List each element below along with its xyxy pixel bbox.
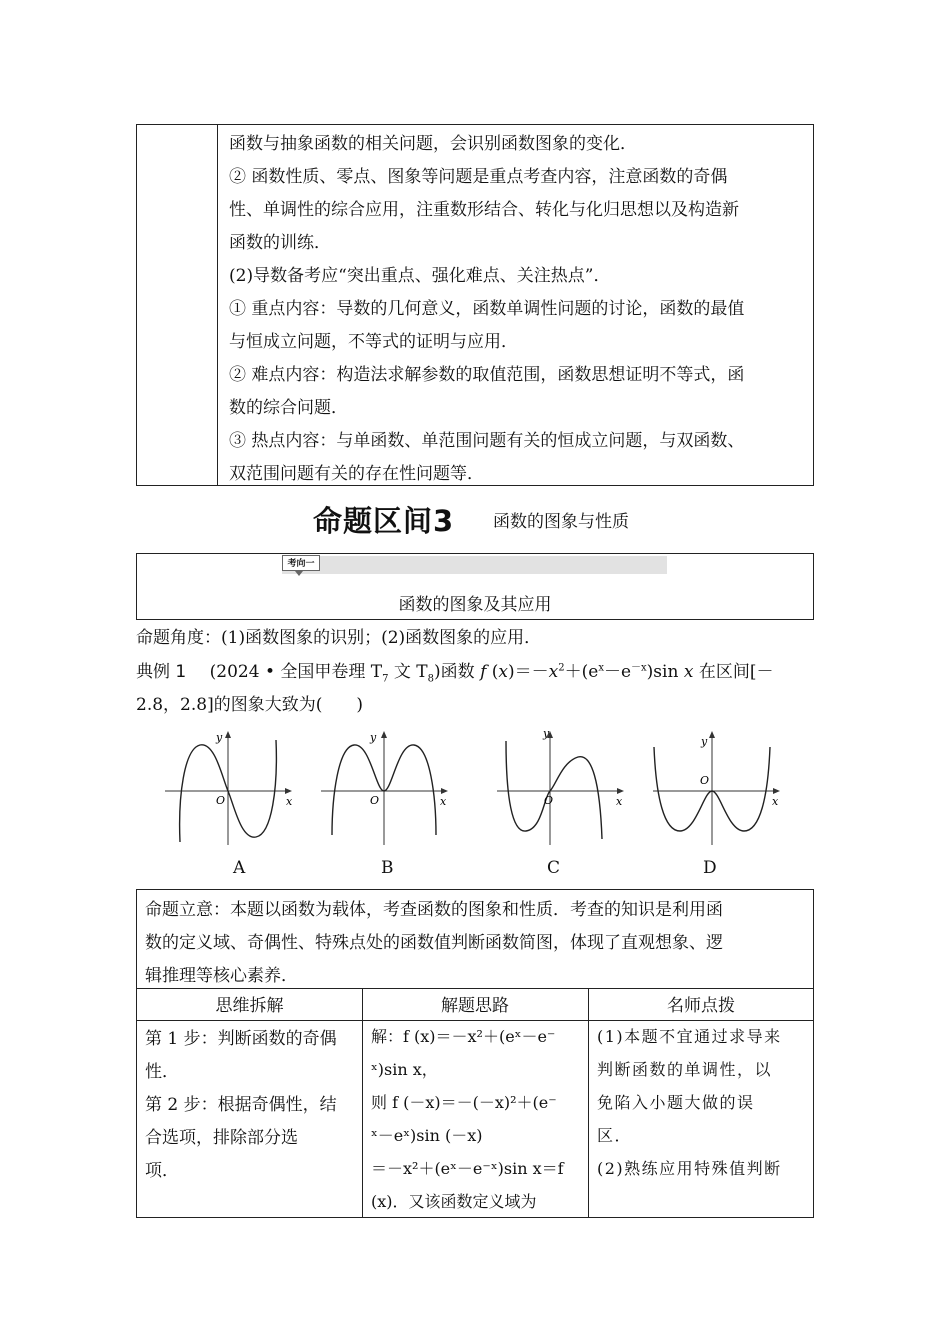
example-source-sub1: 7 (382, 673, 389, 685)
example-sq: 2 (558, 662, 565, 674)
y-arrow-icon (709, 731, 715, 738)
caret-down-icon (295, 571, 303, 576)
x-arrow-icon (617, 788, 624, 794)
col2-line: ˣ－eˣ)sin (－x) (371, 1126, 483, 1145)
col1-line: 项． (145, 1161, 179, 1181)
col2-line: 则 f (－x)＝－(－x)²＋(e⁻ (371, 1093, 557, 1112)
example-source-post: )函数 (434, 662, 481, 682)
table-left-column-divider (217, 125, 218, 485)
example-plus: ＋(e (564, 662, 599, 682)
example-sin-x: x (683, 662, 694, 682)
origin-label: O (216, 794, 226, 807)
example-line-1 (136, 657, 773, 684)
table-line: 函数与抽象函数的相关问题，会识别函数图象的变化． (229, 134, 637, 154)
table-line: (2)导数备考应“突出重点、强化难点、关注热点”． (229, 266, 611, 286)
section-subtitle: 函数的图象与性质 (493, 512, 629, 532)
axis-y-label: y (216, 731, 223, 744)
badge-tag: 考向一 (282, 555, 320, 571)
example-label: 典例 1 (136, 662, 187, 682)
table-line: 性、单调性的综合应用，注重数形结合、转化与化归思想以及构造新 (229, 200, 739, 220)
example-emx: －x (631, 662, 647, 674)
col1-line: 第 2 步：根据奇偶性，结 (145, 1095, 337, 1115)
column-divider (362, 988, 363, 1217)
axis-x-label: x (616, 795, 623, 808)
x-arrow-icon (441, 788, 448, 794)
header-solution: 解题思路 (441, 996, 509, 1016)
section-heading (0, 499, 950, 539)
section-title: 命题区间3 (313, 504, 455, 538)
badge-bar (282, 556, 667, 574)
axis-x-label: x (440, 795, 447, 808)
origin-label: O (700, 774, 710, 787)
intro-line: 数的定义域、奇偶性、特殊点处的函数值判断函数简图，体现了直观想象、逻 (145, 933, 723, 953)
col2-line: 解：f (x)＝－x²＋(eˣ－e⁻ (371, 1027, 556, 1046)
curve (506, 741, 602, 839)
example-x: x (498, 662, 509, 682)
top-table (136, 124, 814, 486)
exam-angle: 命题角度：(1)函数图象的识别；(2)函数图象的应用． (136, 628, 542, 648)
header-thinking: 思维拆解 (215, 996, 284, 1016)
origin-label: O (544, 794, 554, 807)
y-arrow-icon (381, 731, 387, 738)
intro-line: 命题立意：本题以函数为载体，考查函数的图象和性质．考查的知识是利用函 (145, 900, 723, 920)
example-source-sub2: 8 (427, 673, 435, 685)
col3-line: 判断函数的单调性，以 (597, 1060, 773, 1079)
row-divider (137, 1020, 813, 1021)
example-open: ( (486, 662, 499, 682)
axis-y-label: y (370, 731, 377, 744)
topic-title: 函数的图象及其应用 (398, 595, 552, 615)
table-line: ③ 热点内容：与单函数、单范围问题有关的恒成立问题，与双函数、 (229, 431, 745, 451)
origin-label: O (370, 794, 380, 807)
example-x2: x (548, 662, 559, 682)
header-tips: 名师点拨 (667, 996, 735, 1016)
table-line: ② 难点内容：构造法求解参数的取值范围，函数思想证明不等式，函 (229, 365, 745, 385)
axis-y-label: y (701, 735, 708, 748)
analysis-table (136, 889, 814, 1218)
table-line: 与恒成立问题，不等式的证明与应用． (229, 332, 518, 352)
col3-line: (2)熟练应用特殊值判断 (597, 1159, 782, 1178)
table-line: ② 函数性质、零点、图象等问题是重点考查内容，注意函数的奇偶 (229, 167, 728, 187)
col2-line: ˣ)sin x， (371, 1060, 438, 1079)
axis-x-label: x (286, 795, 293, 808)
x-arrow-icon (773, 788, 780, 794)
graph-b (316, 727, 456, 847)
example-tail: 在区间[－ (693, 662, 774, 682)
graph-label-d: D (703, 858, 717, 878)
col2-line: (x)．又该函数定义域为 (371, 1192, 537, 1211)
col3-line: (1)本题不宜通过求导来 (597, 1027, 782, 1046)
example-sin: )sin (646, 662, 684, 682)
col3-line: 区． (597, 1126, 633, 1145)
col1-line: 第 1 步：判断函数的奇偶 (145, 1029, 337, 1049)
graph-c (492, 727, 632, 847)
col1-line: 合选项，排除部分选 (145, 1128, 298, 1148)
example-f: f (480, 662, 487, 682)
example-source-mid: 文 T (388, 662, 428, 682)
axis-x-label: x (772, 795, 779, 808)
graph-label-a: A (233, 858, 246, 878)
table-line: 数的综合问题． (229, 398, 348, 418)
column-divider (588, 988, 589, 1217)
example-minus: －e (603, 662, 632, 682)
row-divider (137, 988, 813, 989)
intro-line: 辑推理等核心素养． (145, 966, 298, 986)
graph-label-c: C (547, 858, 561, 878)
example-source-pre: (2024 • 全国甲卷理 T (209, 662, 383, 682)
x-arrow-icon (285, 788, 292, 794)
axis-y-label: y (543, 727, 550, 740)
graph-d (648, 727, 788, 847)
col1-line: 性． (145, 1062, 179, 1082)
example-line-2: 2.8，2.8]的图象大致为( ) (136, 695, 363, 715)
table-line: 函数的训练． (229, 233, 331, 253)
col2-line: ＝－x²＋(eˣ－e⁻ˣ)sin x＝f (371, 1159, 564, 1178)
table-line: 双范围问题有关的存在性问题等． (229, 464, 484, 484)
graph-label-b: B (381, 858, 394, 878)
col3-line: 免陷入小题大做的误 (597, 1093, 755, 1112)
example-close: )＝－ (508, 662, 549, 682)
graph-a (160, 727, 300, 847)
topic-box (136, 553, 814, 620)
y-arrow-icon (225, 731, 231, 738)
example-ex: x (598, 662, 604, 674)
table-line: ① 重点内容：导数的几何意义，函数单调性问题的讨论，函数的最值 (229, 299, 745, 319)
